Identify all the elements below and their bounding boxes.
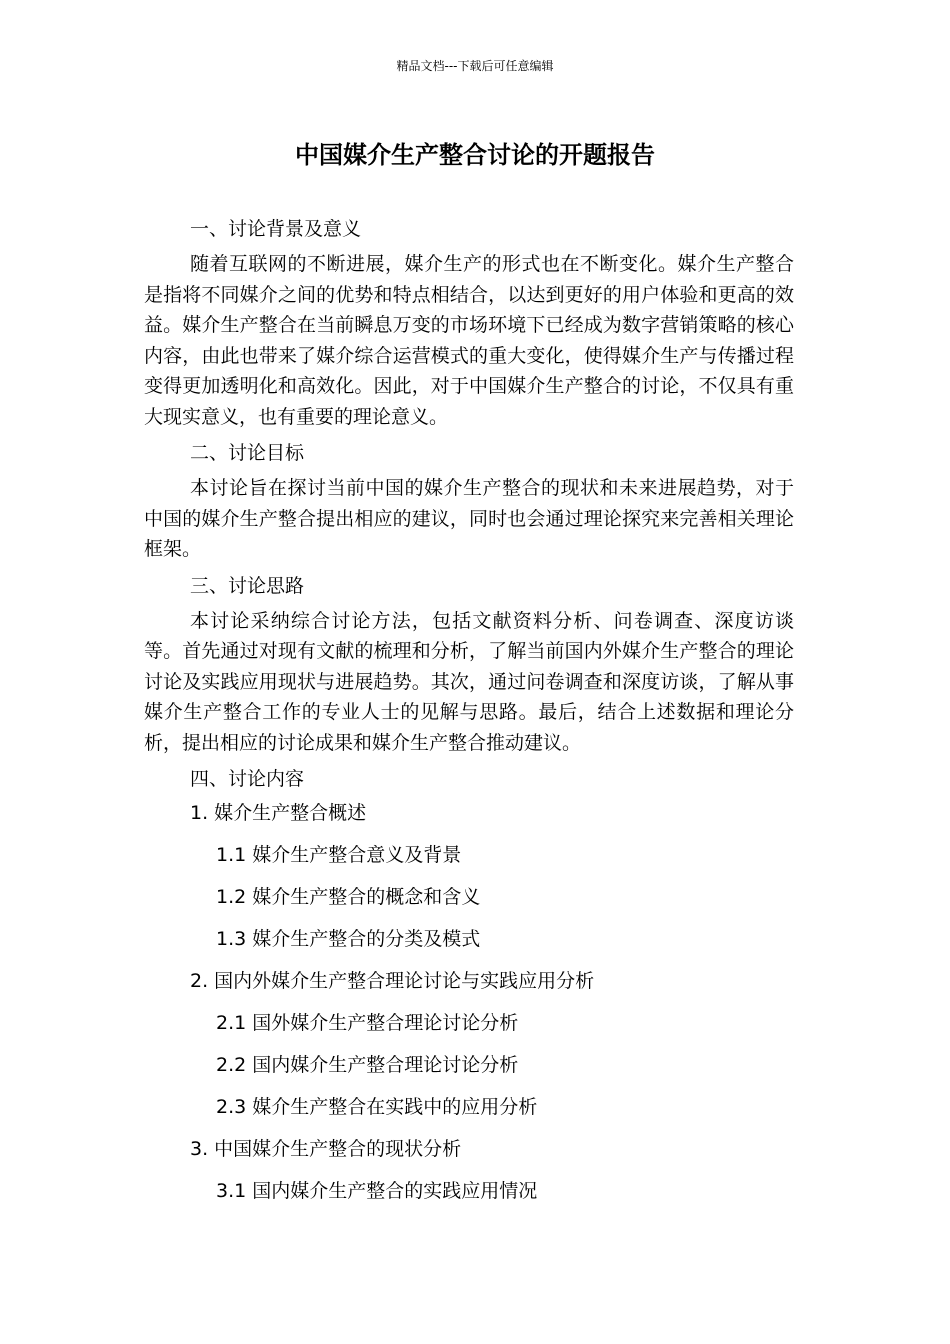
outline-number: 3.	[190, 1138, 209, 1160]
outline-text: 国内外媒介生产整合理论讨论与实践应用分析	[214, 970, 595, 992]
section-heading-background: 一、讨论背景及意义	[190, 218, 362, 240]
outline-text: 媒介生产整合意义及背景	[252, 844, 462, 866]
outline-item	[144, 880, 794, 922]
outline-text: 媒介生产整合的概念和含义	[252, 886, 481, 908]
outline-text: 中国媒介生产整合的现状分析	[214, 1138, 462, 1160]
section-heading-content: 四、讨论内容	[190, 768, 305, 790]
outline-item	[144, 1132, 794, 1174]
outline-number: 1.1	[216, 844, 247, 866]
outline-item	[144, 1090, 794, 1132]
outline-item	[144, 1174, 794, 1216]
outline-text: 媒介生产整合的分类及模式	[252, 928, 481, 950]
outline-text: 国内媒介生产整合理论讨论分析	[252, 1054, 519, 1076]
outline-item	[144, 1048, 794, 1090]
section-paragraph-approach: 本讨论采纳综合讨论方法，包括文献资料分析、问卷调查、深度访谈等。首先通过对现有文献的梳理和分析，了解当前国内外媒介生产整合的理论讨论及实践应用现状与进展趋势。其次，通过问卷调查和深度访谈，了解从事媒介生产整合工作的专业人士的见解与思路。最后，结合上述数据和理论分析，提出相应的讨论成果和媒介生产整合推动建议。	[144, 609, 794, 754]
section-paragraph-goals: 本讨论旨在探讨当前中国的媒介生产整合的现状和未来进展趋势，对于中国的媒介生产整合提出相应的建议，同时也会通过理论探究来完善相关理论框架。	[144, 477, 794, 560]
outline-text: 媒介生产整合在实践中的应用分析	[252, 1096, 538, 1118]
header-note: 精品文档---下载后可任意编辑	[396, 59, 554, 73]
section-heading-approach: 三、讨论思路	[190, 574, 305, 597]
outline-item	[144, 796, 794, 838]
outline-item	[144, 964, 794, 1006]
outline-number: 2.1	[216, 1012, 247, 1034]
outline-number: 2.	[190, 970, 209, 992]
outline-number: 2.3	[216, 1096, 247, 1118]
outline-text: 媒介生产整合概述	[214, 802, 367, 824]
outline-item	[144, 922, 794, 964]
outline-text: 国内媒介生产整合的实践应用情况	[252, 1180, 538, 1202]
section-paragraph-background: 随着互联网的不断进展，媒介生产的形式也在不断变化。媒介生产整合是指将不同媒介之间的优势和特点相结合，以达到更好的用户体验和更高的效益。媒介生产整合在当前瞬息万变的市场环境下已经成为数字营销策略的核心内容，由此也带来了媒介综合运营模式的重大变化，使得媒介生产与传播过程变得更加透明化和高效化。因此，对于中国媒介生产整合的讨论，不仅具有重大现实意义，也有重要的理论意义。	[144, 253, 794, 428]
outline-number: 3.1	[216, 1180, 247, 1202]
outline-number: 1.2	[216, 886, 247, 908]
outline-number: 1.3	[216, 928, 247, 950]
outline-text: 国外媒介生产整合理论讨论分析	[252, 1012, 519, 1034]
content-outline	[144, 796, 794, 1216]
outline-number: 2.2	[216, 1054, 247, 1076]
outline-item	[144, 838, 794, 880]
outline-number: 1.	[190, 802, 209, 824]
document-body	[144, 212, 794, 1216]
section-heading-goals: 二、讨论目标	[190, 442, 305, 464]
document-title: 中国媒介生产整合讨论的开题报告	[295, 141, 655, 169]
outline-item	[144, 1006, 794, 1048]
